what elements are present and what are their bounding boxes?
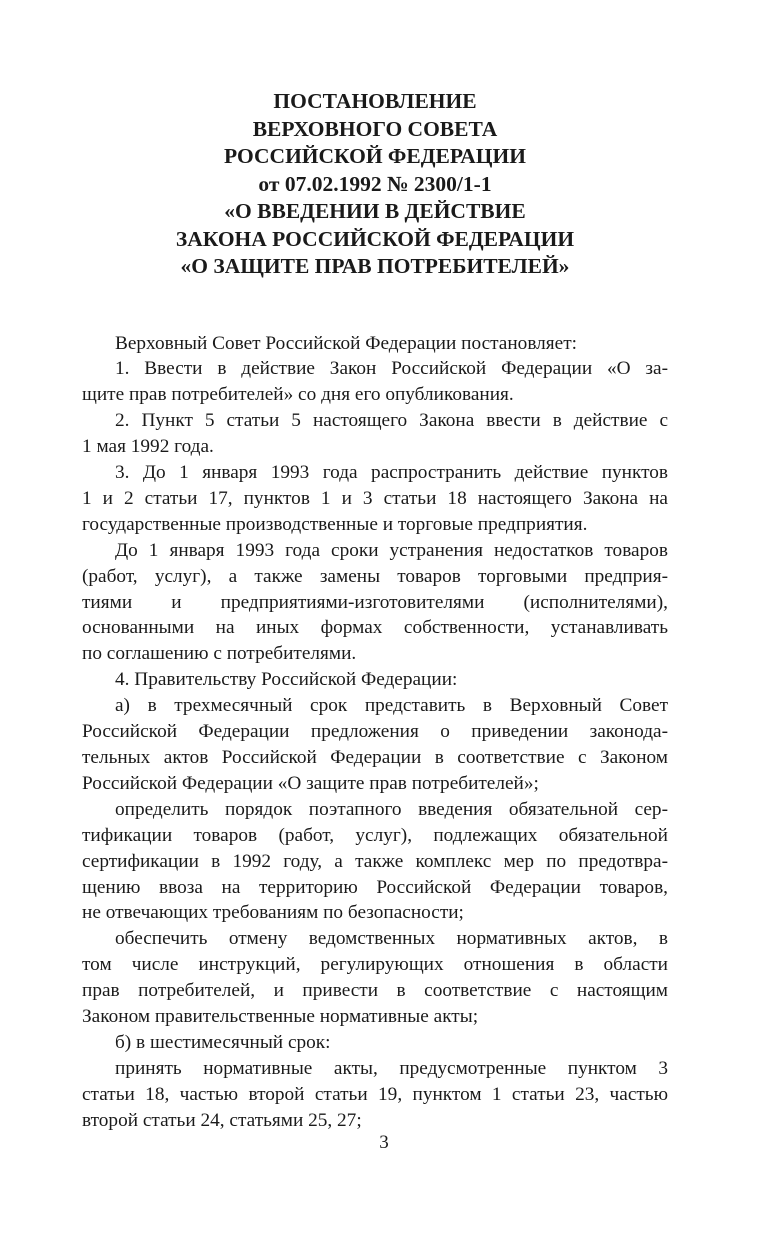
text-line: по соглашению с потребителями. bbox=[82, 643, 357, 665]
text-line: 1 мая 1992 года. bbox=[82, 436, 214, 458]
title-line: «О ЗАЩИТЕ ПРАВ ПОТРЕБИТЕЛЕЙ» bbox=[180, 254, 570, 278]
paragraph-item-2 bbox=[82, 408, 668, 460]
text-line: 2. Пункт 5 статьи 5 настоящего Закона ввести в действие с bbox=[115, 410, 668, 432]
document-body bbox=[82, 331, 668, 1134]
text-line: б) в шестимесячный срок: bbox=[115, 1031, 331, 1053]
text-line: щению ввоза на территорию Российской Федерации товаров, bbox=[82, 876, 668, 898]
text-line: До 1 января 1993 года сроки устранения недостатков товаров bbox=[115, 539, 668, 561]
text-line: (работ, услуг), а также замены товаров торговыми предприя- bbox=[82, 565, 668, 587]
title-line: ВЕРХОВНОГО СОВЕТА bbox=[252, 116, 498, 141]
title-line: ПОСТАНОВЛЕНИЕ bbox=[273, 89, 477, 113]
paragraph-item-4a bbox=[82, 693, 668, 797]
paragraph-item-3 bbox=[82, 460, 668, 538]
page-number: 3 bbox=[379, 1132, 389, 1153]
text-line: не отвечающих требованиям по безопасности; bbox=[82, 902, 464, 924]
paragraph-item-3-continued bbox=[82, 538, 668, 668]
title-line: от 07.02.1992 № 2300/1-1 bbox=[258, 171, 492, 196]
text-line: а) в трехмесячный срок представить в Верховный Совет bbox=[115, 695, 668, 717]
text-line: 1 и 2 статьи 17, пунктов 1 и 3 статьи 18 настоящего Закона на bbox=[82, 487, 668, 509]
text-line: Российской Федерации «О защите прав потребителей»; bbox=[82, 772, 539, 794]
text-line: Верховный Совет Российской Федерации постановляет: bbox=[115, 332, 577, 354]
paragraph-item-4 bbox=[82, 667, 668, 693]
text-line: государственные производственные и торговые предприятия. bbox=[82, 513, 588, 535]
text-line: тификации товаров (работ, услуг), подлежащих обязательной bbox=[82, 824, 668, 846]
title-line: ЗАКОНА РОССИЙСКОЙ ФЕДЕРАЦИИ bbox=[175, 226, 575, 251]
text-line: тельных актов Российской Федерации в соответствие с Законом bbox=[82, 747, 668, 768]
paragraph-repeal-acts bbox=[82, 926, 668, 1030]
document-page bbox=[82, 88, 668, 1134]
paragraph-item-4b bbox=[82, 1030, 668, 1056]
text-line: 3. До 1 января 1993 года распространить действие пунктов bbox=[115, 462, 668, 484]
text-line: обеспечить отмену ведомственных нормативных актов, в bbox=[115, 928, 668, 950]
paragraph-preamble bbox=[82, 331, 668, 357]
paragraph-adopt-acts bbox=[82, 1056, 668, 1134]
text-line: Российской Федерации предложения о приведении законода- bbox=[82, 721, 668, 743]
text-line: основанными на иных формах собственности, устанавливать bbox=[82, 617, 668, 639]
paragraph-item-1 bbox=[82, 356, 668, 408]
text-line: определить порядок поэтапного введения обязательной сер- bbox=[115, 798, 668, 820]
text-line: статьи 18, частью второй статьи 19, пунктом 1 статьи 23, частью bbox=[82, 1083, 668, 1105]
text-line: щите прав потребителей» со дня его опубликования. bbox=[82, 384, 514, 406]
paragraph-certification bbox=[82, 797, 668, 927]
text-line: 4. Правительству Российской Федерации: bbox=[115, 669, 458, 691]
document-title bbox=[82, 88, 668, 281]
text-line: тиями и предприятиями-изготовителями (исполнителями), bbox=[82, 591, 668, 613]
title-line: «О ВВЕДЕНИИ В ДЕЙСТВИЕ bbox=[224, 199, 526, 223]
text-line: Законом правительственные нормативные акты; bbox=[82, 1006, 479, 1028]
text-line: 1. Ввести в действие Закон Российской Федерации «О за- bbox=[115, 358, 668, 380]
text-line: сертификации в 1992 году, а также комплекс мер по предотвра- bbox=[82, 850, 668, 872]
text-line: принять нормативные акты, предусмотренные пунктом 3 bbox=[115, 1057, 668, 1079]
text-line: второй статьи 24, статьями 25, 27; bbox=[82, 1109, 362, 1131]
title-line: РОССИЙСКОЙ ФЕДЕРАЦИИ bbox=[224, 144, 526, 168]
text-line: прав потребителей, и привести в соответствие с настоящим bbox=[82, 980, 668, 1002]
text-line: том числе инструкций, регулирующих отношения в области bbox=[82, 954, 668, 976]
